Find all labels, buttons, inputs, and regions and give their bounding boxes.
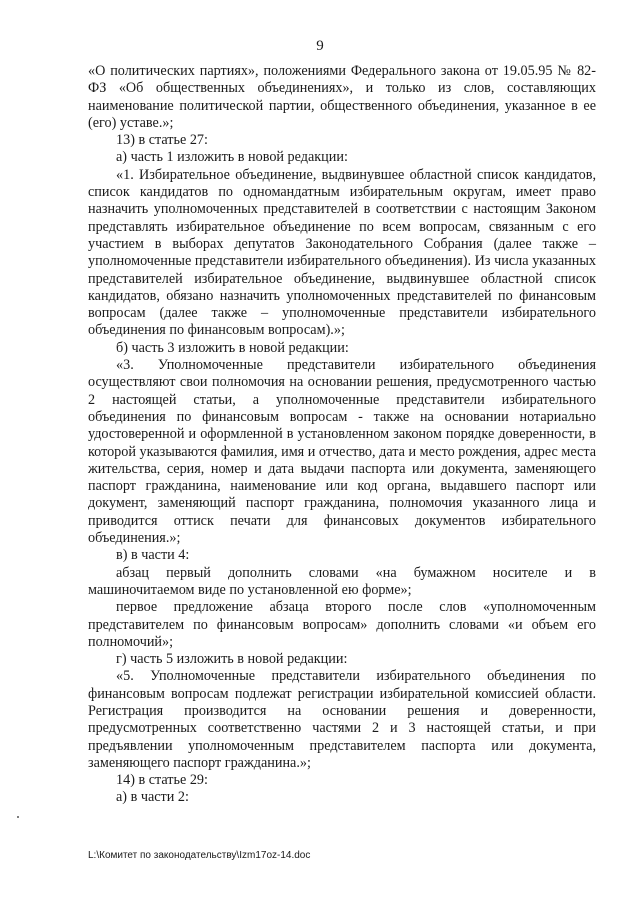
paragraph: «О политических партиях», положениями Федерального закона от 19.05.95 № 82-ФЗ «Об общественных объединениях», и только из слов, составляющих наименование политической партии, общественного объединения, указанное в ее (его) уставе.»; [88, 63, 596, 131]
page-number: 9 [316, 38, 324, 54]
paragraph: «3. Уполномоченные представители избирательного объединения осуществляют свои полномочия на основании решения, предусмотренного частью 2 настоящей статьи, а уполномоченные представители избирательного объединения по финансовым вопросам - также на основании нотариально удостоверенной и оформленной в установленном законом порядке доверенности, в которой указываются фамилия, имя и отчество, дата и место рождения, адрес места жительства, серия, номер и дата выдачи паспорта или документа, заменяющего паспорт гражданина, наименование или код органа, выдавшего паспорт или документ, заменяющий паспорт гражданина, полномочия указанного лица и приводится оттиск печати для финансовых документов избирательного объединения.»; [88, 357, 596, 547]
paragraph: 14) в статье 29: [116, 772, 208, 789]
paragraph: «5. Уполномоченные представители избирательного объединения по финансовым вопросам подлежат регистрации избирательной комиссией области. Регистрация производится на основании решения и доверенности, предусмотренных соответственно частями 2 и 3 настоящей статьи, и при предъявлении уполномоченным представителем паспорта или документа, заменяющего паспорт гражданина.»; [88, 668, 596, 771]
paragraph: а) часть 1 изложить в новой редакции: [116, 149, 348, 166]
paragraph: первое предложение абзаца второго после слов «уполномоченным представителем по финансовым вопросам» дополнить словами «и объем его полномочий»; [88, 599, 596, 650]
paragraph: г) часть 5 изложить в новой редакции: [116, 651, 348, 668]
paragraph: «1. Избирательное объединение, выдвинувшее областной список кандидатов, список кандидатов по одномандатным избирательным округам, имеет право назначить уполномоченных представителей в соответствии с настоящим Законом представлять избирательное объединение по всем вопросам, связанным с его участием в выборах депутатов Законодательного Собрания (далее также – уполномоченные представители избирательного объединения). Из числа указанных представителей избирательное объединение, выдвинувшее областной список кандидатов, обязано назначить уполномоченных представителей по финансовым вопросам (далее также – уполномоченные представители избирательного объединения по финансовым вопросам).»; [88, 166, 596, 339]
document-body [88, 63, 596, 807]
paragraph: а) в части 2: [116, 789, 189, 806]
paragraph: б) часть 3 изложить в новой редакции: [116, 339, 349, 356]
paragraph: в) в части 4: [116, 547, 190, 564]
scan-speck [17, 816, 19, 818]
paragraph: 13) в статье 27: [116, 132, 208, 149]
footer-file-path: L:\Комитет по законодательству\Izm17oz-14.doc [88, 850, 311, 861]
paragraph: абзац первый дополнить словами «на бумажном носителе и в машиночитаемом виде по установленной ею форме»; [88, 564, 596, 598]
